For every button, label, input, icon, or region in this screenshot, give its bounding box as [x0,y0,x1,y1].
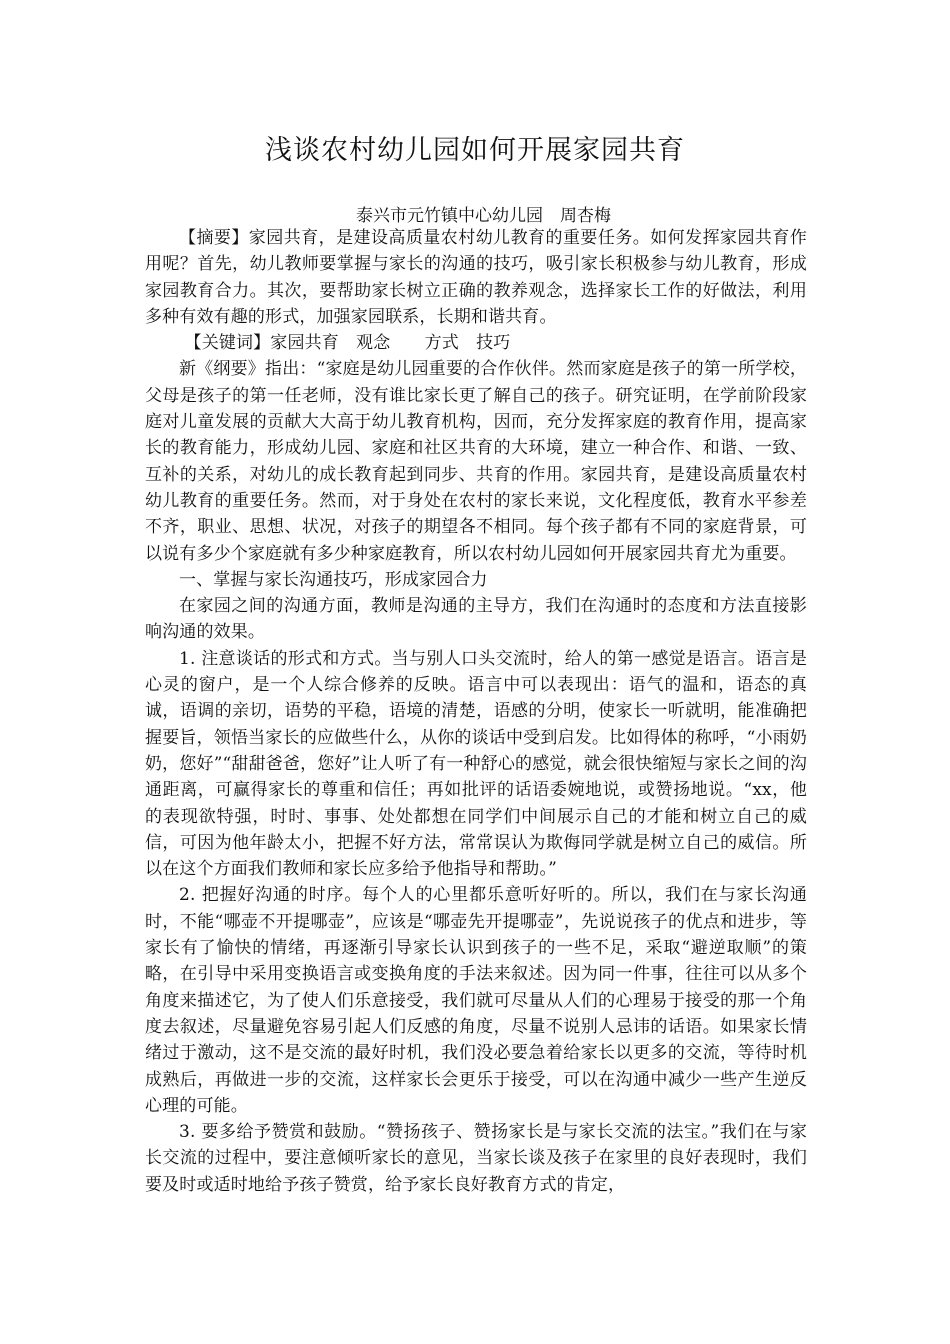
body-paragraph: 在家园之间的沟通方面，教师是沟通的主导方，我们在沟通时的态度和方法直接影响沟通的效果。 [145,596,807,643]
section-heading: 一、掌握与家长沟通技巧，形成家园合力 [179,569,488,590]
document-title: 浅谈农村幼儿园如何开展家园共育 [265,135,685,166]
keywords-paragraph: 【关键词】家园共育 观念 方式 技巧 [179,333,511,354]
document-body [145,225,807,1198]
body-paragraph: 3. 要多给予赞赏和鼓励。“赞扬孩子、赞扬家长是与家长交流的法宝。”我们在与家长交流的过程中，要注意倾听家长的意见，当家长谈及孩子在家里的良好表现时，我们要及时或适时地给予孩子赞赏，给予家长良好教育方式的肯定， [145,1122,807,1195]
body-paragraph: 2. 把握好沟通的时序。每个人的心里都乐意听好听的。所以，我们在与家长沟通时，不能“哪壶不开提哪壶”，应该是“哪壶先开提哪壶”，先说说孩子的优点和进步，等家长有了愉快的情绪，再逐渐引导家长认识到孩子的一些不足，采取“避逆取顺”的策略，在引导中采用变换语言或变换角度的手法来叙述。因为同一件事，往往可以从多个角度来描述它，为了使人们乐意接受，我们就可尽量从人们的心理易于接受的那一个角度去叙述，尽量避免容易引起人们反感的角度，尽量不说别人忌讳的话语。如果家长情绪过于激动，这不是交流的最好时机，我们没必要急着给家长以更多的交流，等待时机成熟后，再做进一步的交流，这样家长会更乐于接受，可以在沟通中减少一些产生逆反心理的可能。 [145,885,807,1116]
body-paragraph: 新《纲要》指出：“家庭是幼儿园重要的合作伙伴。然而家庭是孩子的第一所学校，父母是孩子的第一任老师，没有谁比家长更了解自己的孩子。研究证明，在学前阶段家庭对儿童发展的贡献大大高于幼儿教育机构，因而，充分发挥家庭的教育作用，提高家长的教育能力，形成幼儿园、家庭和社区共育的大环境，建立一种合作、和谐、一致、互补的关系，对幼儿的成长教育起到同步、共育的作用。家园共育，是建设高质量农村幼儿教育的重要任务。然而，对于身处在农村的家长来说，文化程度低，教育水平参差不齐，职业、思想、状况，对孩子的期望各不相同。每个孩子都有不同的家庭背景，可以说有多少个家庭就有多少种家庭教育，所以农村幼儿园如何开展家园共育尤为重要。 [145,359,807,564]
abstract-paragraph: 【摘要】家园共育，是建设高质量农村幼儿教育的重要任务。如何发挥家园共育作用呢？首先，幼儿教师要掌握与家长的沟通的技巧，吸引家长积极参与幼儿教育，形成家园教育合力。其次，要帮助家长树立正确的教养观念，选择家长工作的好做法，利用多种有效有趣的形式，加强家园联系，长期和谐共育。 [145,228,807,327]
author-line: 泰兴市元竹镇中心幼儿园 周杏梅 [356,206,611,226]
body-paragraph: 1. 注意谈话的形式和方式。当与别人口头交流时，给人的第一感觉是语言。语言是心灵的窗户，是一个人综合修养的反映。语言中可以表现出：语气的温和，语态的真诚，语调的亲切，语势的平稳，语境的清楚，语感的分明，使家长一听就明，能准确把握要旨，领悟当家长的应做些什么，从你的谈话中受到启发。比如得体的称呼，“小雨奶奶，您好”“甜甜爸爸，您好”让人听了有一种舒心的感觉，就会很快缩短与家长之间的沟通距离，可赢得家长的尊重和信任；再如批评的话语委婉地说，或赞扬地说。“xx，他的表现欲特强，时时、事事、处处都想在同学们中间展示自己的才能和树立自己的威信，可因为他年龄太小，把握不好方法，常常误认为欺侮同学就是树立自己的威信。所以在这个方面我们教师和家长应多给予他指导和帮助。” [145,648,807,880]
